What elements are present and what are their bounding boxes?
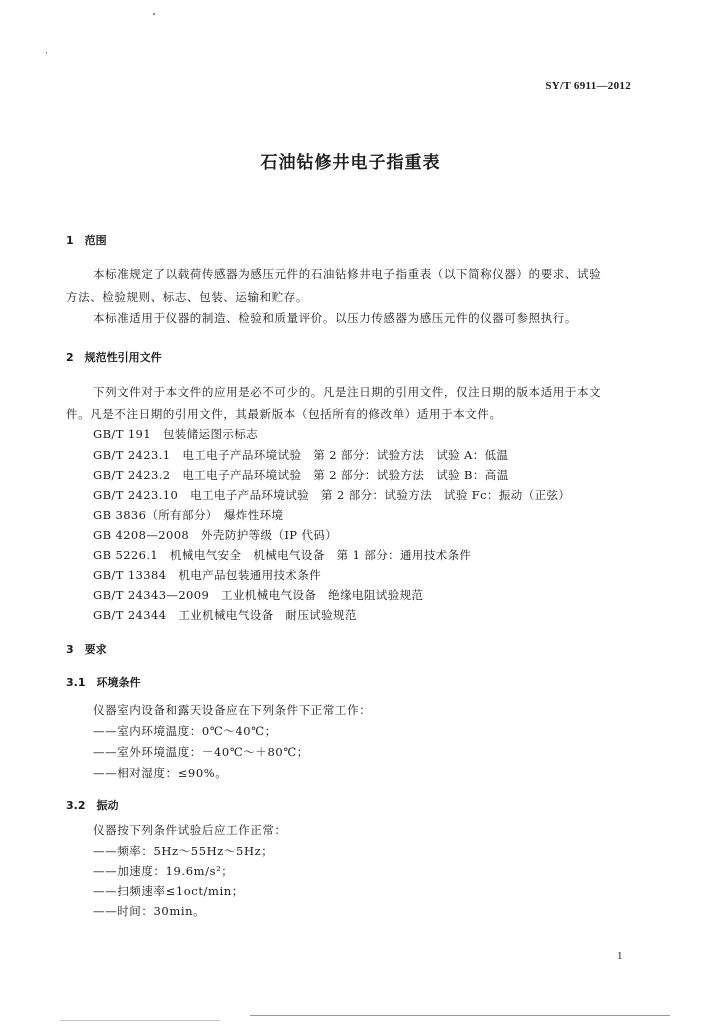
normative-reference: GB/T 2423.1 电工电子产品环境试验 第 2 部分：试验方法 试验 A：低温 (93, 448, 509, 462)
section-2-intro-line-2: 件。凡是不注日期的引用文件，其最新版本（包括所有的修改单）适用于本文件。 (66, 407, 502, 421)
section-1-heading: 1 范围 (66, 234, 107, 247)
normative-reference: GB/T 24343—2009 工业机械电气设备 绝缘电阻试验规范 (93, 588, 424, 602)
page-number: 1 (617, 950, 623, 962)
vibration-condition-item: ——加速度：19.6m/s²； (93, 864, 234, 878)
normative-reference: GB/T 13384 机电产品包装通用技术条件 (93, 568, 322, 582)
normative-reference: GB 5226.1 机械电气安全 机械电气设备 第 1 部分：通用技术条件 (93, 548, 472, 562)
section-1-paragraph-2: 本标准适用于仪器的制造、检验和质量评价。以压力传感器为感压元件的仪器可参照执行。 (93, 311, 577, 325)
normative-reference: GB/T 191 包装储运图示标志 (93, 427, 259, 441)
section-1-paragraph-1-line-2: 方法、检验规则、标志、包装、运输和贮存。 (66, 290, 308, 304)
scan-edge-line (250, 1015, 670, 1016)
scan-speck (153, 13, 155, 15)
normative-reference: GB 4208—2008 外壳防护等级（IP 代码） (93, 528, 338, 542)
section-3-2-heading: 3.2 振动 (66, 799, 119, 812)
section-3-1-heading: 3.1 环境条件 (66, 676, 141, 689)
normative-reference: GB/T 2423.2 电工电子产品环境试验 第 2 部分：试验方法 试验 B：高温 (93, 468, 509, 482)
section-3-2-intro: 仪器按下列条件试验后应工作正常： (93, 823, 287, 837)
environment-condition-item: ——相对湿度：≤90%。 (93, 766, 228, 780)
environment-condition-item: ——室外环境温度：－40℃～＋80℃； (93, 745, 309, 759)
normative-reference: GB/T 2423.10 电工电子产品环境试验 第 2 部分：试验方法 试验 Fc：振动（正弦） (93, 488, 571, 502)
normative-reference: GB 3836（所有部分） 爆炸性环境 (93, 508, 284, 522)
scan-edge-line (60, 1020, 220, 1021)
vibration-condition-item: ——扫频速率≤1oct/min； (93, 884, 244, 898)
scan-speck (46, 52, 47, 54)
section-3-1-intro: 仪器室内设备和露天设备应在下列条件下正常工作： (93, 703, 372, 717)
normative-reference: GB/T 24344 工业机械电气设备 耐压试验规范 (93, 608, 357, 622)
document-title: 石油钻修井电子指重表 (260, 153, 441, 173)
vibration-condition-item: ——频率：5Hz～55Hz～5Hz； (93, 844, 274, 858)
section-2-heading: 2 规范性引用文件 (66, 351, 162, 364)
environment-condition-item: ——室内环境温度：0℃～40℃； (93, 724, 277, 738)
section-3-heading: 3 要求 (66, 643, 107, 656)
section-2-intro-line-1: 下列文件对于本文件的应用是必不可少的。凡是注日期的引用文件，仅注日期的版本适用于本文 (93, 385, 602, 399)
section-1-paragraph-1-line-1: 本标准规定了以载荷传感器为感压元件的石油钻修井电子指重表（以下简称仪器）的要求、试验 (93, 267, 602, 281)
vibration-condition-item: ——时间：30min。 (93, 904, 206, 918)
standard-code: SY/T 6911—2012 (545, 80, 631, 92)
